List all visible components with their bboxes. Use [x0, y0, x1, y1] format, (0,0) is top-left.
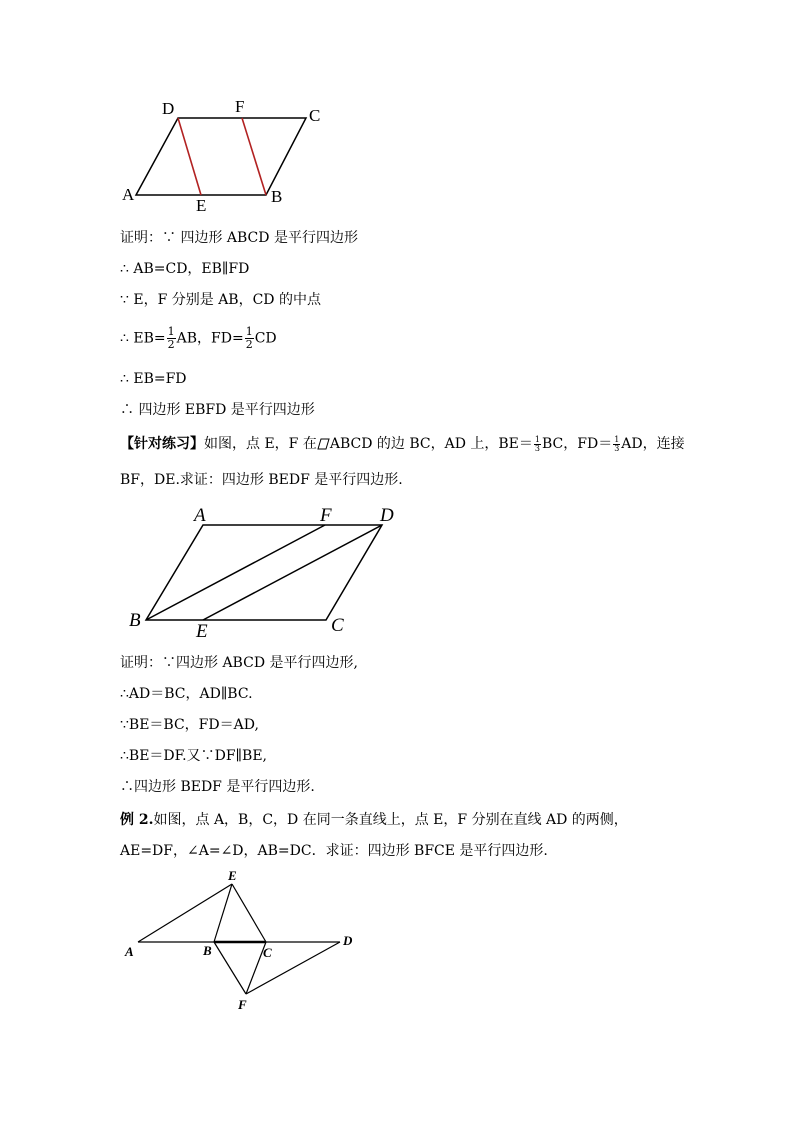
fig2-label-d: D: [380, 505, 394, 526]
fraction-numerator: 1: [534, 434, 540, 444]
fig1-label-c: C: [309, 106, 321, 125]
fig2-label-b: B: [129, 610, 141, 631]
example2-line2: AE=DF，∠A=∠D，AB=DC．求证：四边形 BFCE 是平行四边形.: [120, 843, 548, 859]
proof1-line4-post: CD: [254, 330, 277, 347]
fig2-label-f: F: [320, 505, 332, 526]
fraction-denominator: 2: [245, 338, 253, 351]
proof1-line4-pre: ∴ EB=: [120, 330, 166, 347]
practice-text-1: 如图，点 E，F 在: [204, 436, 317, 452]
fig1-label-b: B: [271, 187, 283, 206]
proof2-line1: 证明：∵四边形 ABCD 是平行四边形,: [120, 655, 358, 671]
fraction-numerator: 1: [245, 325, 253, 338]
practice-text-2: ABCD 的边 BC，AD 上，BE＝: [329, 436, 533, 452]
fig3-label-f: F: [238, 997, 247, 1012]
fig1-label-e: E: [196, 196, 207, 215]
fig1-label-d: D: [162, 99, 175, 118]
proof2-line5: ∴四边形 BEDF 是平行四边形.: [120, 779, 315, 795]
proof1-line4-mid: AB，FD=: [176, 330, 244, 347]
proof2-line3: ∵BE＝BC，FD＝AD,: [120, 717, 259, 733]
fig3-label-e: E: [228, 868, 237, 883]
example2-tag: 例 2.: [120, 812, 154, 828]
proof1-line5: ∴ EB=FD: [120, 371, 187, 387]
fig1-label-a: A: [122, 185, 135, 204]
fraction-denominator: 3: [614, 443, 620, 453]
fig3-label-d: D: [343, 933, 353, 948]
fig3-label-b: B: [203, 943, 212, 958]
proof2-line2: ∴AD＝BC，AD∥BC.: [120, 686, 253, 702]
fig2-label-c: C: [331, 615, 344, 636]
fraction-numerator: 1: [614, 434, 620, 444]
proof1-line3: ∵ E，F 分别是 AB，CD 的中点: [120, 292, 321, 308]
practice-text-4: AD，连接: [621, 436, 685, 452]
fig3-label-a: A: [125, 944, 134, 959]
example2-text: 如图，点 A，B，C，D 在同一条直线上，点 E，F 分别在直线 AD 的两侧，: [153, 812, 628, 828]
proof2-line4: ∴BE＝DF.又∵DF∥BE,: [120, 748, 267, 764]
fig2-label-e: E: [196, 621, 208, 642]
proof1-line2: ∴ AB=CD，EB∥FD: [120, 261, 250, 277]
fraction-denominator: 3: [534, 443, 540, 453]
proof1-line1: 证明：∵ 四边形 ABCD 是平行四边形: [120, 230, 358, 246]
practice-text-3: BC，FD＝: [542, 436, 613, 452]
fraction-denominator: 2: [167, 338, 175, 351]
practice-line2: BF，DE.求证：四边形 BEDF 是平行四边形.: [120, 472, 403, 488]
fraction-numerator: 1: [167, 325, 175, 338]
fig1-label-f: F: [235, 97, 245, 116]
fig2-label-a: A: [194, 505, 206, 526]
practice-tag: 【针对练习】: [120, 436, 204, 452]
fig3-label-c: C: [263, 945, 272, 960]
proof1-line6: ∴ 四边形 EBFD 是平行四边形: [120, 402, 315, 418]
